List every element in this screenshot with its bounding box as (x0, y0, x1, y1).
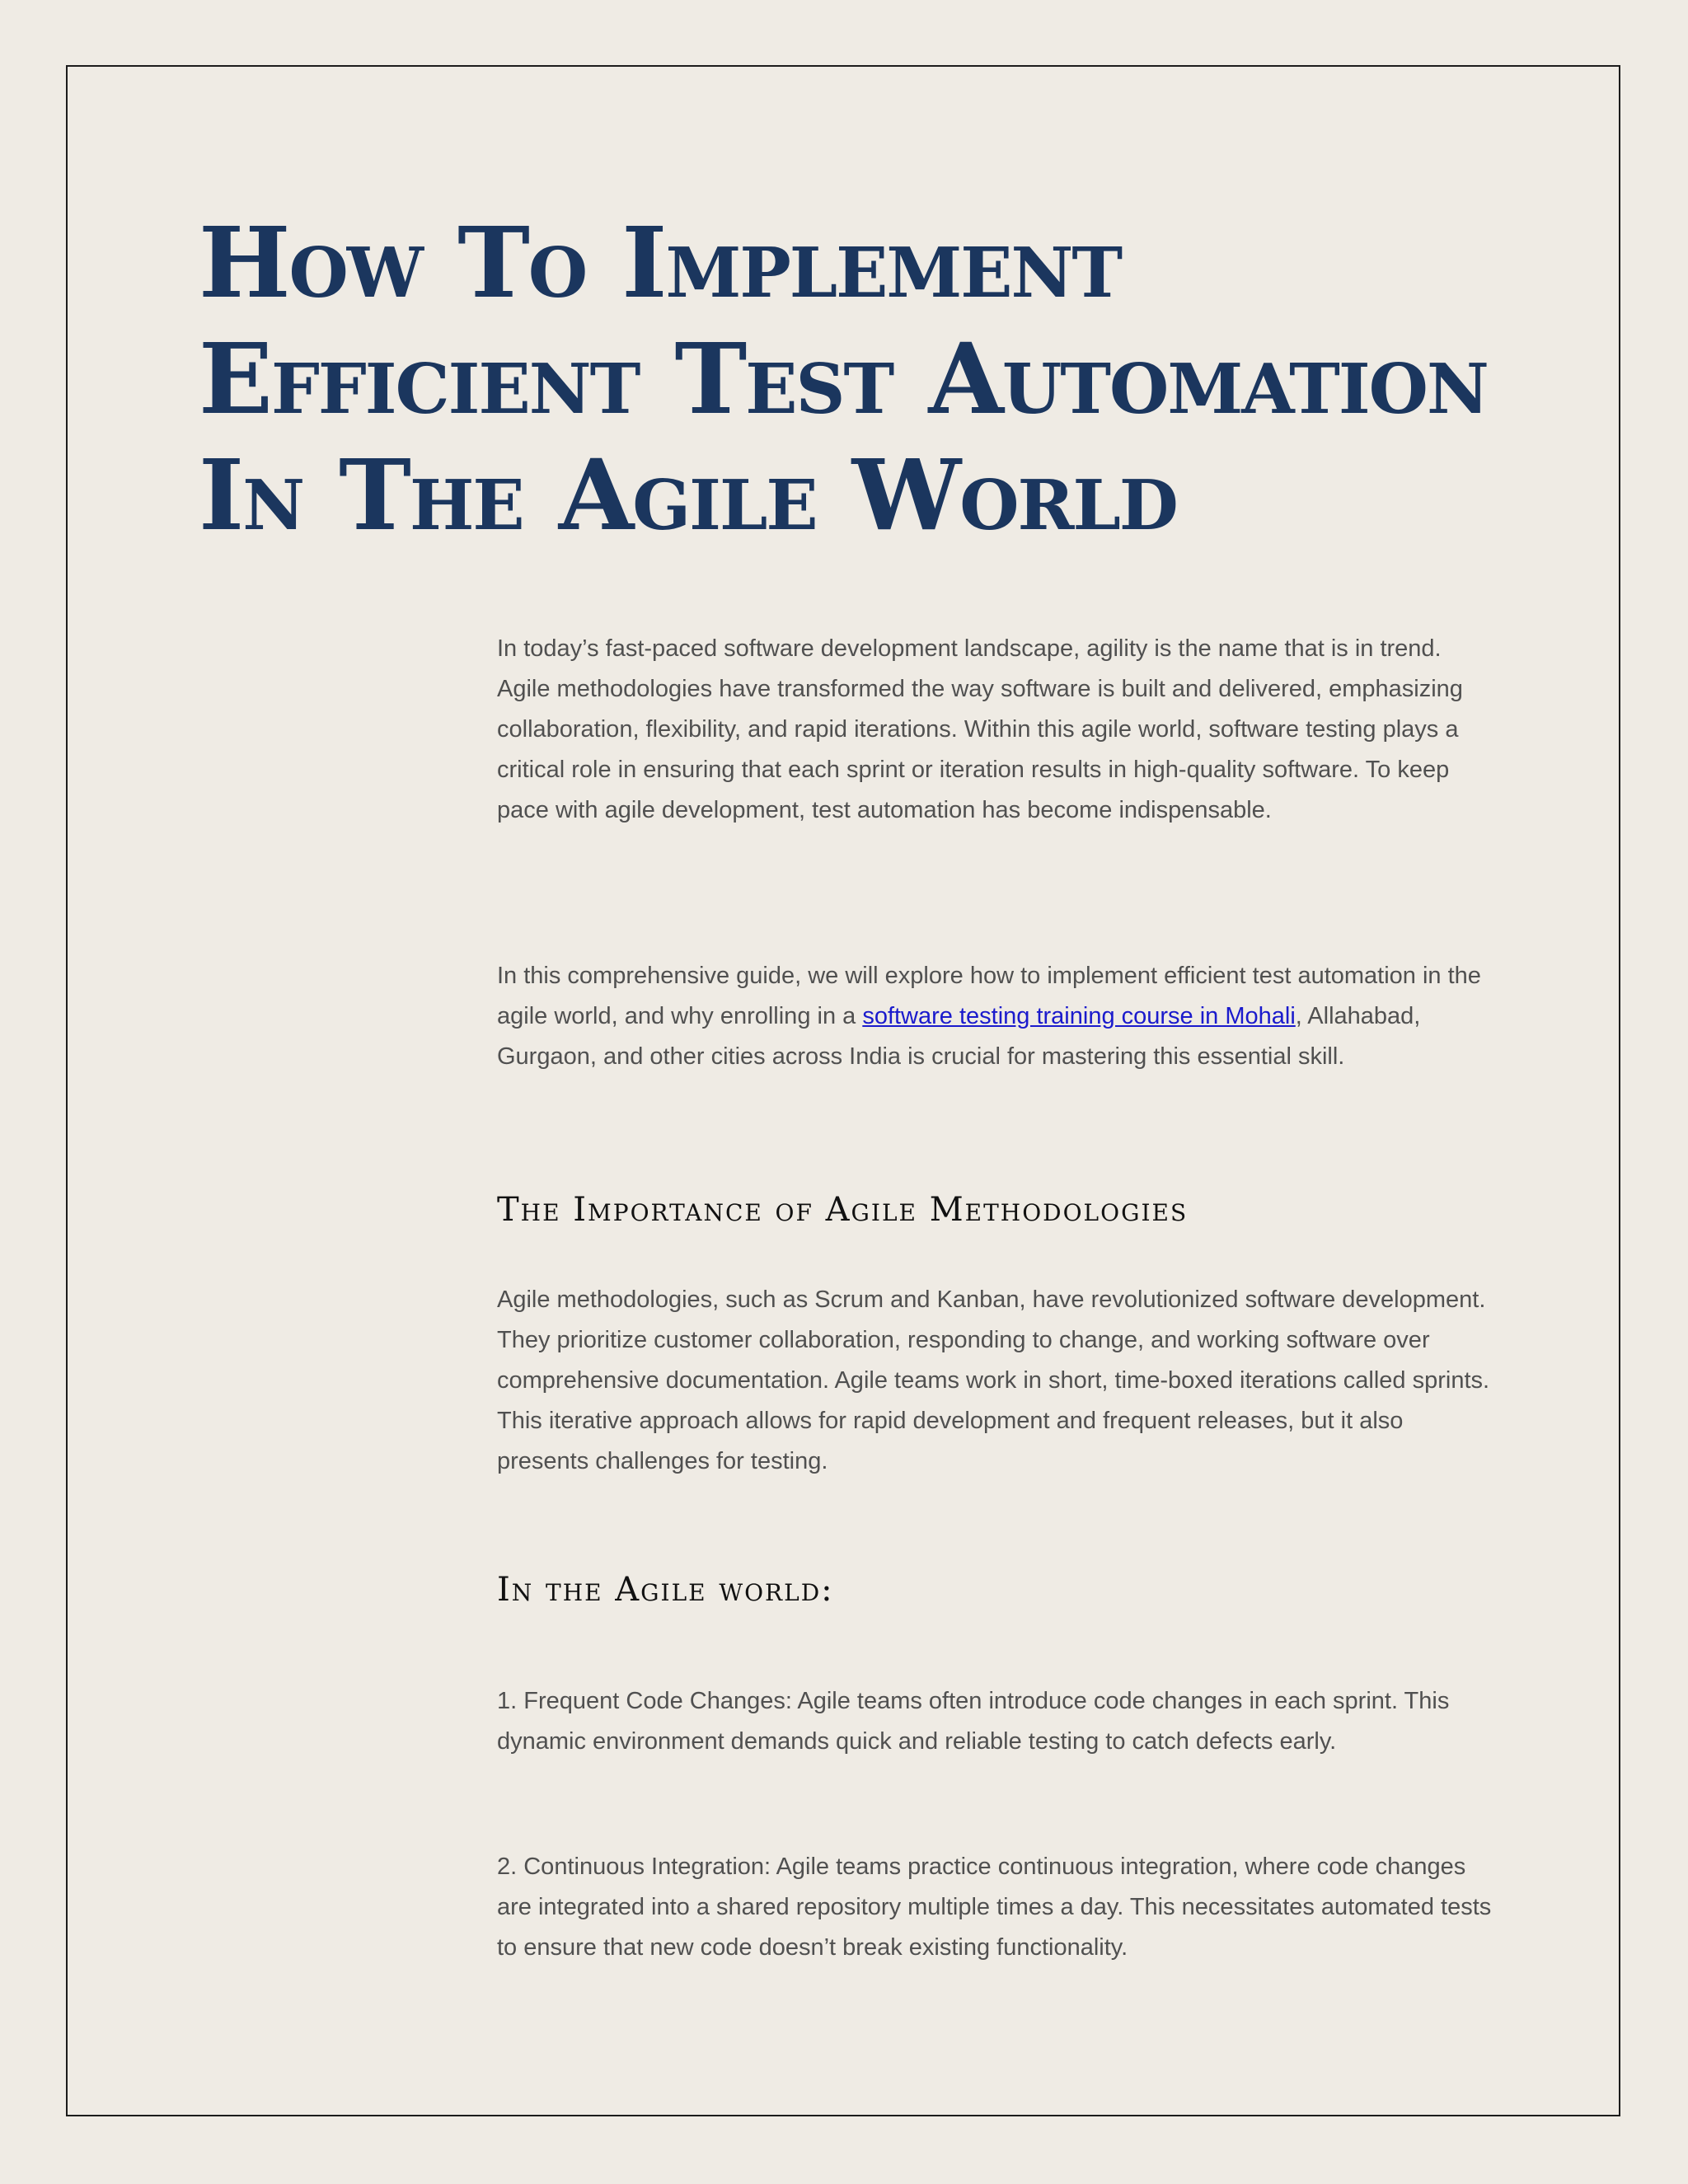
intro-paragraph: In today’s fast-paced software development landscape, agility is the name that is in trend. Agile methodologies have transformed the way software is built and delivered, emphasizing collaboration, flexibility, and rapid iterations. Within this agile world, software testing plays a critical role in ensuring that each sprint or iteration results in high-quality software. To keep pace with agile development, test automation has become indispensable. (497, 635, 1463, 823)
section-heading-agile-importance: The Importance of Agile Methodologies (497, 1191, 1189, 1229)
section-heading-agile-world: In the Agile world: (497, 1571, 834, 1609)
list-item-continuous-integration: 2. Continuous Integration: Agile teams practice continuous integration, where code changes are integrated into a shared repository multiple times a day. This necessitates automated tests to ensure that new code doesn’t break existing functionality. (497, 1854, 1492, 1961)
list-item-frequent-code-changes: 1. Frequent Code Changes: Agile teams often introduce code changes in each sprint. This dynamic environment demands quick and reliable testing to catch defects early. (497, 1688, 1450, 1755)
training-course-link[interactable]: software testing training course in Mohali (862, 1003, 1296, 1029)
guide-text-after-link: , Allahabad, Gurgaon, and other cities across India is crucial for mastering this essential skill. (497, 1003, 1421, 1070)
document-title: How To Implement Efficient Test Automation In The Agile World (199, 205, 1488, 552)
guide-paragraph (497, 956, 1496, 1077)
agile-importance-paragraph: Agile methodologies, such as Scrum and Kanban, have revolutionized software development. They prioritize customer collaboration, responding to change, and working software over comprehensive documentation. Agile teams work in short, time-boxed iterations called sprints. This iterative approach allows for rapid development and frequent releases, but it also presents challenges for testing. (497, 1286, 1490, 1474)
guide-text-before-link: In this comprehensive guide, we will explore how to implement efficient test automation in the agile world, and why enrolling in a (497, 963, 1481, 1029)
